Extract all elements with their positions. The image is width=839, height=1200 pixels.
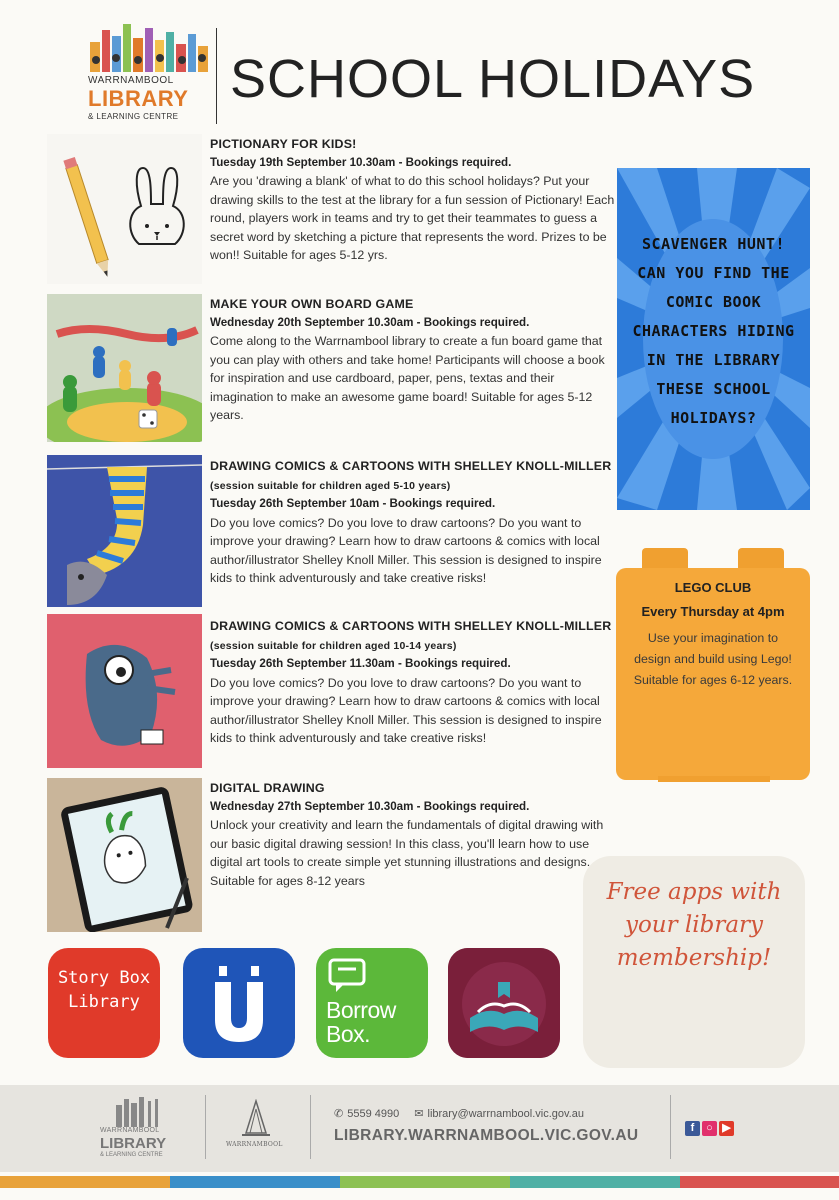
- footer-library-logo: [100, 1097, 200, 1163]
- free-apps-panel: [583, 856, 805, 1068]
- event-title: DIGITAL DRAWING: [210, 781, 325, 795]
- event-description: Are you 'drawing a blank' of what to do this school holidays? Put your drawing skills to the test at the library for a fun session of Pictionary! Each round, players work in teams and try to get their teammates to guess a secret word by sketching a picture that represents the word. Prizes to be won!! Suitable for ages 5-12 yrs.: [210, 174, 615, 262]
- event-title: [210, 617, 615, 655]
- board-game-pieces-icon: [47, 294, 202, 442]
- event-title: MAKE YOUR OWN BOARD GAME: [210, 297, 414, 311]
- story-box-label: Story Box Library: [57, 968, 151, 1012]
- facebook-icon[interactable]: f: [685, 1121, 700, 1136]
- event-description: Unlock your creativity and learn the fundamentals of digital drawing with our basic digital drawing session! In this class, you'll learn how to use digital art tools to create simple yet stunning illustrations and designs. Suitable for ages 8-12 years: [210, 818, 604, 888]
- digital-drawing-image: [47, 778, 202, 932]
- u-app[interactable]: [183, 948, 295, 1058]
- email-icon: ✉: [414, 1108, 424, 1120]
- u-logo-icon: [183, 948, 295, 1058]
- open-book-icon: [448, 948, 560, 1058]
- event-title-text: DRAWING COMICS & CARTOONS WITH SHELLEY KNOLL-MILLER: [210, 459, 612, 473]
- speech-book-icon: [328, 958, 368, 994]
- lego-title: LEGO CLUB: [674, 580, 752, 595]
- event-title: [210, 457, 615, 495]
- event-description: Come along to the Warrnambool library to create a fun board game that you can play with others and take home! Participants will choose a book for inspiration and use cardboard, paper, pens, textas and their imagination to make an awesome game board! Suitable for ages 5-12 years.: [210, 334, 605, 422]
- footer-contact: [334, 1107, 584, 1120]
- library-skyline-icon: [86, 20, 214, 72]
- lego-club-panel: [616, 548, 810, 780]
- logo-line-2: LIBRARY: [88, 86, 189, 111]
- scavenger-hunt-text: SCAVENGER HUNT! CAN YOU FIND THE COMIC BOOK CHARACTERS HIDING IN THE LIBRARY THESE SCHOOL HOLIDAYS?: [632, 235, 795, 427]
- event-digital-drawing: [210, 779, 615, 890]
- council-name: WARRNAMBOOL: [226, 1141, 283, 1148]
- social-icons: [685, 1118, 736, 1136]
- event-when: Tuesday 19th September 10.30am - Bookings required.: [210, 155, 512, 169]
- website-link[interactable]: LIBRARY.WARRNAMBOOL.VIC.GOV.AU: [334, 1127, 639, 1144]
- event-when: Wednesday 20th September 10.30am - Bookings required.: [210, 315, 530, 329]
- logo-line-1: WARRNAMBOOL: [88, 75, 174, 86]
- event-title: PICTIONARY FOR KIDS!: [210, 137, 357, 151]
- event-description: Do you love comics? Do you love to draw cartoons? Do you want to improve your drawing? Learn how to draw cartoons & comics with local author/illustrator Shelley Knoll Miller. This session is designed to inspire kids to think adventurously and take creative risks!: [210, 675, 602, 745]
- event-description: Do you love comics? Do you love to draw cartoons? Do you want to improve your drawing? Learn how to draw cartoons & comics with local author/illustrator Shelley Knoll Miller. This session is designed to inspire kids to think adventurously and take creative risks!: [210, 515, 602, 585]
- lego-stud-right: [738, 548, 784, 570]
- lego-stud-left: [642, 548, 688, 570]
- footer-divider: [310, 1095, 311, 1159]
- story-box-library-app[interactable]: [48, 948, 160, 1058]
- color-stripe: [510, 1176, 680, 1188]
- lego-description: Use your imagination to design and build using Lego! Suitable for ages 6-12 years.: [633, 631, 793, 687]
- phone-icon: ✆: [334, 1108, 344, 1120]
- scavenger-hunt-panel: [617, 168, 810, 510]
- event-board-game: [210, 295, 615, 425]
- page-title: SCHOOL HOLIDAYS: [230, 49, 756, 109]
- event-when: Tuesday 26th September 10am - Bookings required.: [210, 497, 496, 510]
- logo-line-3: & LEARNING CENTRE: [88, 112, 179, 121]
- event-age-note: (session suitable for children aged 10-14 years): [210, 639, 457, 652]
- borrowbox-label: Borrow Box.: [326, 997, 396, 1047]
- cartoon-monster-icon: [47, 614, 202, 768]
- footer-divider: [205, 1095, 206, 1159]
- page-footer: [0, 1085, 839, 1172]
- tablet-drawing-icon: [47, 778, 202, 932]
- footer-logo-line-2: LIBRARY: [100, 1135, 167, 1152]
- phone-number[interactable]: 5559 4990: [347, 1108, 400, 1120]
- lego-brick-base: [658, 776, 770, 782]
- board-game-image: [47, 294, 202, 442]
- color-stripe: [680, 1176, 839, 1188]
- email-link[interactable]: library@warrnambool.vic.gov.au: [427, 1108, 584, 1120]
- reading-app[interactable]: [448, 948, 560, 1058]
- council-sail-icon: [236, 1099, 276, 1139]
- footer-logo-line-1: WARRNAMBOOL: [100, 1127, 160, 1134]
- event-age-note: (session suitable for children aged 5-10 years): [210, 479, 451, 492]
- event-comics-senior: [210, 617, 615, 748]
- youtube-icon[interactable]: ▶: [719, 1121, 734, 1136]
- library-logo: [78, 18, 218, 128]
- footer-divider: [670, 1095, 671, 1159]
- comics-image-monster: [47, 614, 202, 768]
- striped-sock-icon: [47, 455, 202, 607]
- free-apps-text: Free apps with your library membership!: [606, 879, 782, 971]
- instagram-icon[interactable]: ○: [702, 1121, 717, 1136]
- event-title-text: DRAWING COMICS & CARTOONS WITH SHELLEY KNOLL-MILLER: [210, 619, 612, 633]
- color-stripe: [340, 1176, 510, 1188]
- color-stripe: [170, 1176, 340, 1188]
- council-logo: [222, 1097, 292, 1157]
- event-when: Tuesday 26th September 11.30am - Bookings required.: [210, 657, 511, 670]
- borrowbox-app[interactable]: [316, 948, 428, 1058]
- lego-when: Every Thursday at 4pm: [641, 604, 785, 619]
- footer-logo-line-3: & LEARNING CENTRE: [100, 1152, 163, 1158]
- event-when: Wednesday 27th September 10.30am - Bookings required.: [210, 799, 530, 813]
- page-header: [78, 18, 798, 128]
- event-pictionary: [210, 135, 615, 265]
- header-divider: [216, 28, 217, 124]
- footer-skyline-icon: [114, 1097, 164, 1127]
- event-comics-junior: [210, 457, 615, 588]
- color-stripe: [0, 1176, 170, 1188]
- bunny-drawing-icon: [47, 134, 202, 284]
- comics-image-socks: [47, 455, 202, 607]
- pictionary-image: [47, 134, 202, 284]
